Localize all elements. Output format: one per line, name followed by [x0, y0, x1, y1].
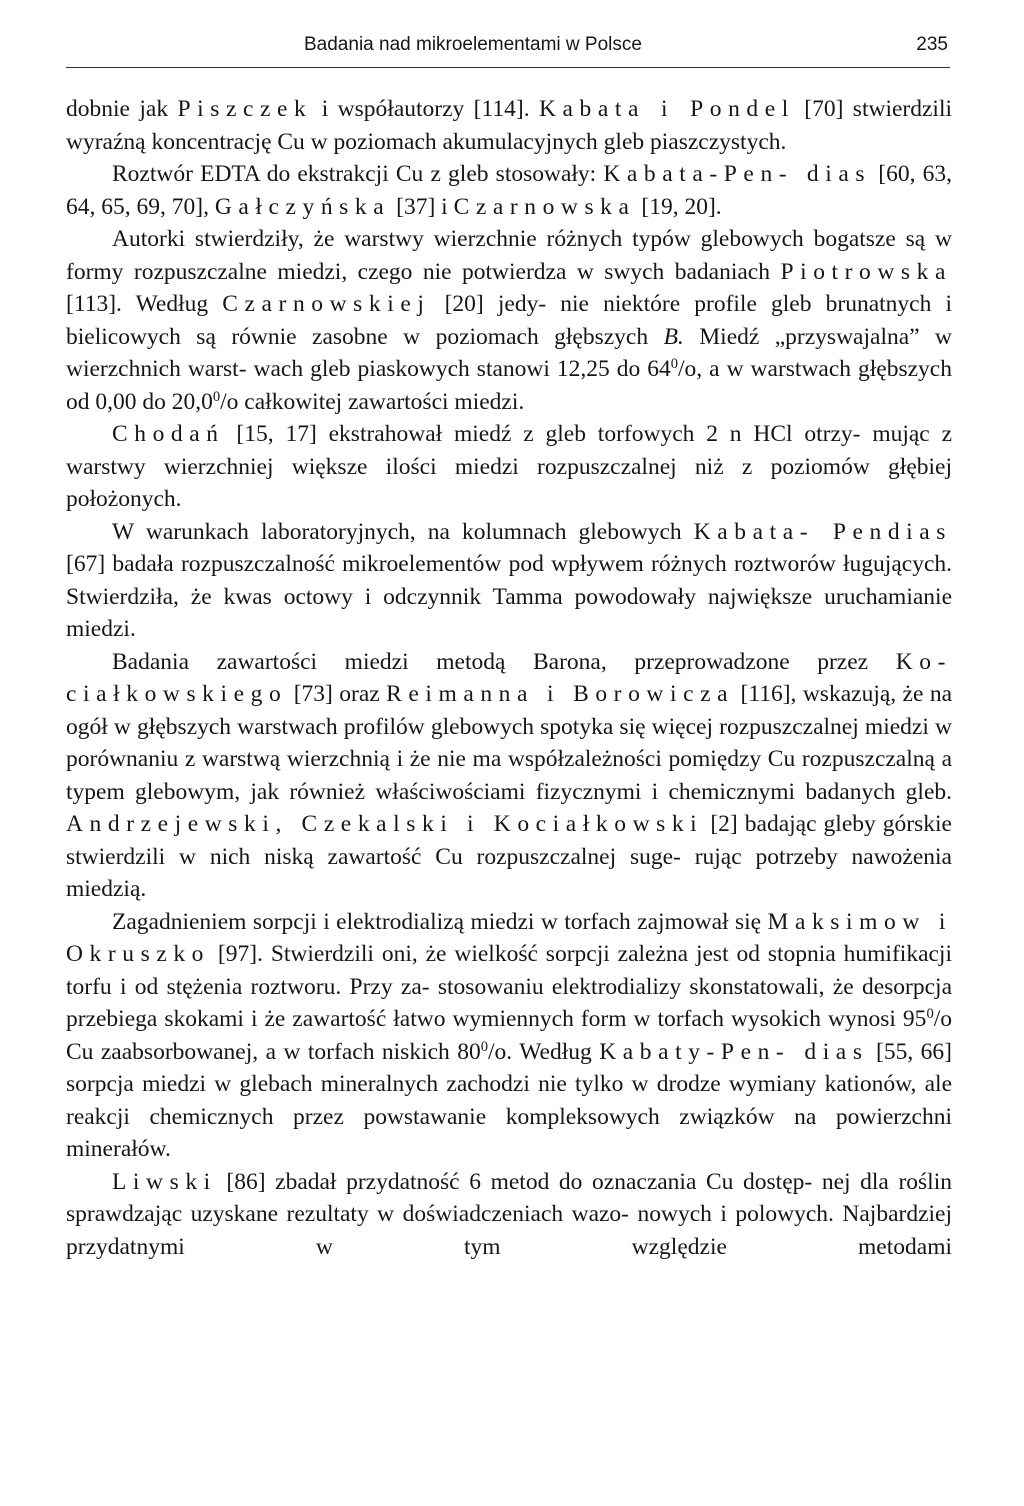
- author-name: Reimanna i Borowicza: [386, 681, 735, 707]
- page-number: 235: [916, 34, 948, 55]
- paragraph-3: [66, 223, 952, 418]
- text-run: [15, 17] ekstrahował miedź z gleb torfowych 2 n HCl otrzy- mując z warstwy wierzchniej większe ilości miedzi rozpuszczalnej niż z poziomów głębiej położonych.: [66, 421, 952, 512]
- author-name: Kabata-Pen- dias: [603, 161, 872, 187]
- author-name: Piszczek: [177, 96, 313, 122]
- paragraph-2: [66, 158, 952, 223]
- body-text: [66, 93, 952, 1263]
- page-header: [66, 34, 950, 60]
- text-run: W warunkach laboratoryjnych, na kolumnach glebowych: [112, 518, 694, 545]
- text-run: /o, a w warstwach głębszych od 0,00 do 20,0: [66, 356, 952, 415]
- percent-superscript: 0: [926, 1006, 934, 1022]
- paragraph-5: [66, 516, 952, 646]
- italic-symbol: B.: [663, 323, 684, 350]
- text-run: [20] jedy- nie niektóre profile gleb brunatnych i bielicowych są równie zasobne w poziomach głębszych: [66, 291, 952, 350]
- author-name: Czarnowska: [453, 193, 636, 220]
- text-run: [73] oraz: [287, 681, 387, 707]
- text-run: /o. Według: [488, 1038, 600, 1065]
- author-name: Kabata i Pondel: [539, 96, 795, 122]
- text-run: Autorki stwierdziły, że warstwy wierzchnie różnych typów glebowych bogatsze są w formy rozpuszczalne miedzi, czego nie potwierdza w swych badaniach: [66, 226, 952, 285]
- text-run: [37] i: [390, 193, 454, 220]
- text-run: [19, 20].: [635, 193, 722, 220]
- text-run: [70] stwierdzili wyraźną koncentrację Cu w poziomach akumulacyjnych gleb piaszczystych.: [66, 96, 953, 155]
- author-name: Gałczyńska: [214, 193, 391, 220]
- text-run: Zagadnieniem sorpcji i elektrodializą miedzi w torfach zajmował się: [112, 908, 768, 935]
- author-name: Liwski: [112, 1168, 217, 1195]
- author-name: Kabata- Pendias: [693, 518, 952, 545]
- text-run: [2] badając gleby górskie stwierdzili w nich niską zawartość Cu rozpuszczalnej suge- rując potrzeby nawożenia miedzią.: [66, 811, 952, 902]
- percent-superscript: 0: [212, 388, 221, 405]
- text-run: i współautorzy [114].: [312, 96, 539, 122]
- text-run: Roztwór EDTA do ekstrakcji Cu z gleb stosowały:: [112, 161, 604, 187]
- text-run: [116], wskazują, że na ogół w głębszych warstwach profilów glebowych spotyka się więcej rozpuszczalnej miedzi w porównaniu z warstwą wierzchnią i że nie ma współzależności pomiędzy Cu rozpuszczalną a typem glebowym, jak również właściwościami fizycznymi i chemicznymi badanych gleb.: [66, 681, 953, 805]
- percent-superscript: 0: [480, 1038, 489, 1055]
- text-run: Miedź „przyswajalna” w wierzchnich warst- wach gleb piaskowych stanowi 12,25 do 64: [66, 323, 953, 382]
- paragraph-4: [66, 418, 952, 516]
- paragraph-7: [66, 906, 952, 1166]
- header-rule: [66, 67, 950, 68]
- text-run: [97]. Stwierdzili oni, że wielkość sorpcji zależna jest od stopnia humifikacji torfu i od stężenia roztworu. Przy za- stosowaniu elektrodializy skonstatowali, że desorpcja przebiega skokami i że zawartość łatwo wymiennych form w torfach wysokich wynosi 95: [66, 941, 952, 1032]
- text-run: dobnie jak: [66, 96, 178, 122]
- author-name: Kabaty-Pen- dias: [599, 1038, 869, 1065]
- text-run: /o Cu zaabsorbowanej, a w torfach niskich 80: [66, 1006, 952, 1065]
- text-run: [60, 63, 64, 65, 69, 70],: [66, 161, 953, 220]
- text-run: /o całkowitej zawartości miedzi.: [220, 388, 525, 415]
- author-name: Maksimow i Okruszko: [66, 908, 952, 967]
- text-run: [86] zbadał przydatność 6 metod do oznaczania Cu dostęp- nej dla roślin sprawdzając uzyskane rezultaty w doświadczeniach wazo- nowych i polowych. Najbardziej przydatnymi w tym względzie metodami: [66, 1168, 952, 1260]
- author-name: Ko- ciałkowskiego: [66, 648, 952, 707]
- author-name: Andrzejewski, Czekalski i Kociałkowski: [66, 811, 704, 837]
- author-name: Piotrowska: [780, 258, 952, 285]
- author-name: Chodań: [112, 421, 225, 447]
- paragraph-8: [66, 1166, 952, 1264]
- text-run: [55, 66] sorpcja miedzi w glebach mineralnych zachodzi nie tylko w drodze wymiany kationów, ale reakcji chemicznych przez powstawanie kompleksowych związków na powierzchni minerałów.: [66, 1038, 952, 1162]
- text-run: Badania zawartości miedzi metodą Barona, przeprowadzone przez: [112, 648, 896, 675]
- text-run: [113]. Według: [66, 291, 223, 317]
- paragraph-1: [66, 93, 952, 158]
- paragraph-6: [66, 646, 952, 906]
- text-run: [67] badała rozpuszczalność mikroelementów pod wpływem różnych roztworów ługujących. Stwierdziła, że kwas octowy i odczynnik Tamma powodowały największe uruchamianie miedzi.: [66, 551, 952, 642]
- running-title: Badania nad mikroelementami w Polsce: [304, 34, 642, 55]
- percent-superscript: 0: [670, 356, 679, 372]
- author-name: Czarnowskiej: [222, 291, 431, 317]
